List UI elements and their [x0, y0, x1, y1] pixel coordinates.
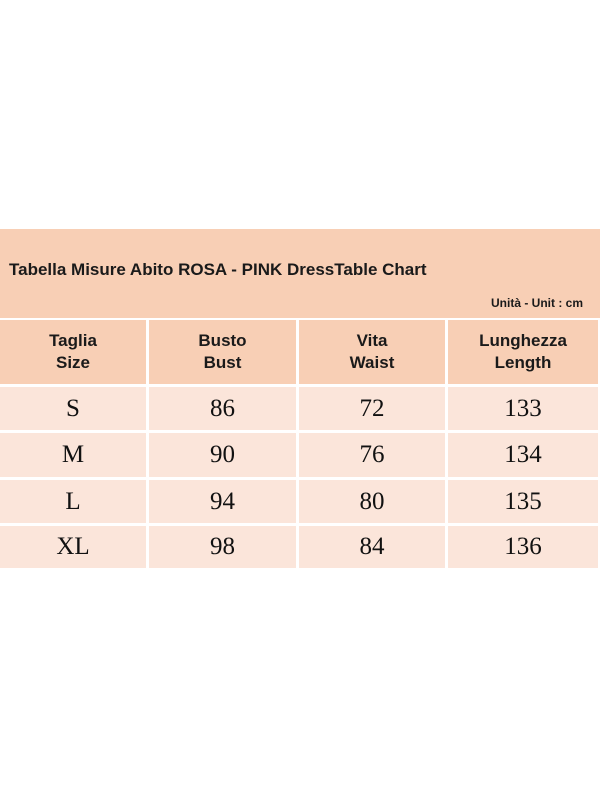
cell-size: S	[0, 387, 146, 430]
cell-bust: 94	[149, 480, 296, 523]
chart-title: Tabella Misure Abito ROSA - PINK DressTable Chart	[9, 260, 427, 279]
cell-waist: 80	[299, 480, 445, 523]
header-waist-en: Waist	[349, 353, 395, 372]
header-waist-it: Vita	[356, 331, 388, 350]
cell-bust: 90	[149, 433, 296, 477]
size-table	[0, 318, 600, 570]
header-length-en: Length	[494, 353, 552, 372]
header-bust-it: Busto	[198, 331, 247, 350]
header-size	[0, 320, 146, 384]
header-bust	[149, 320, 296, 384]
header-length-it: Lunghezza	[479, 331, 567, 350]
cell-size: XL	[0, 526, 146, 568]
cell-size: M	[0, 433, 146, 477]
cell-waist: 72	[299, 387, 445, 430]
header-size-en: Size	[55, 353, 91, 372]
header-length	[448, 320, 598, 384]
header-waist	[299, 320, 445, 384]
cell-bust: 86	[149, 387, 296, 430]
cell-waist: 84	[299, 526, 445, 568]
cell-size: L	[0, 480, 146, 523]
cell-length: 136	[448, 526, 598, 568]
cell-length: 135	[448, 480, 598, 523]
cell-length: 134	[448, 433, 598, 477]
unit-label: Unità - Unit : cm	[491, 296, 583, 310]
cell-length: 133	[448, 387, 598, 430]
header-bust-en: Bust	[203, 353, 242, 372]
header-size-it: Taglia	[49, 331, 97, 350]
cell-bust: 98	[149, 526, 296, 568]
cell-waist: 76	[299, 433, 445, 477]
